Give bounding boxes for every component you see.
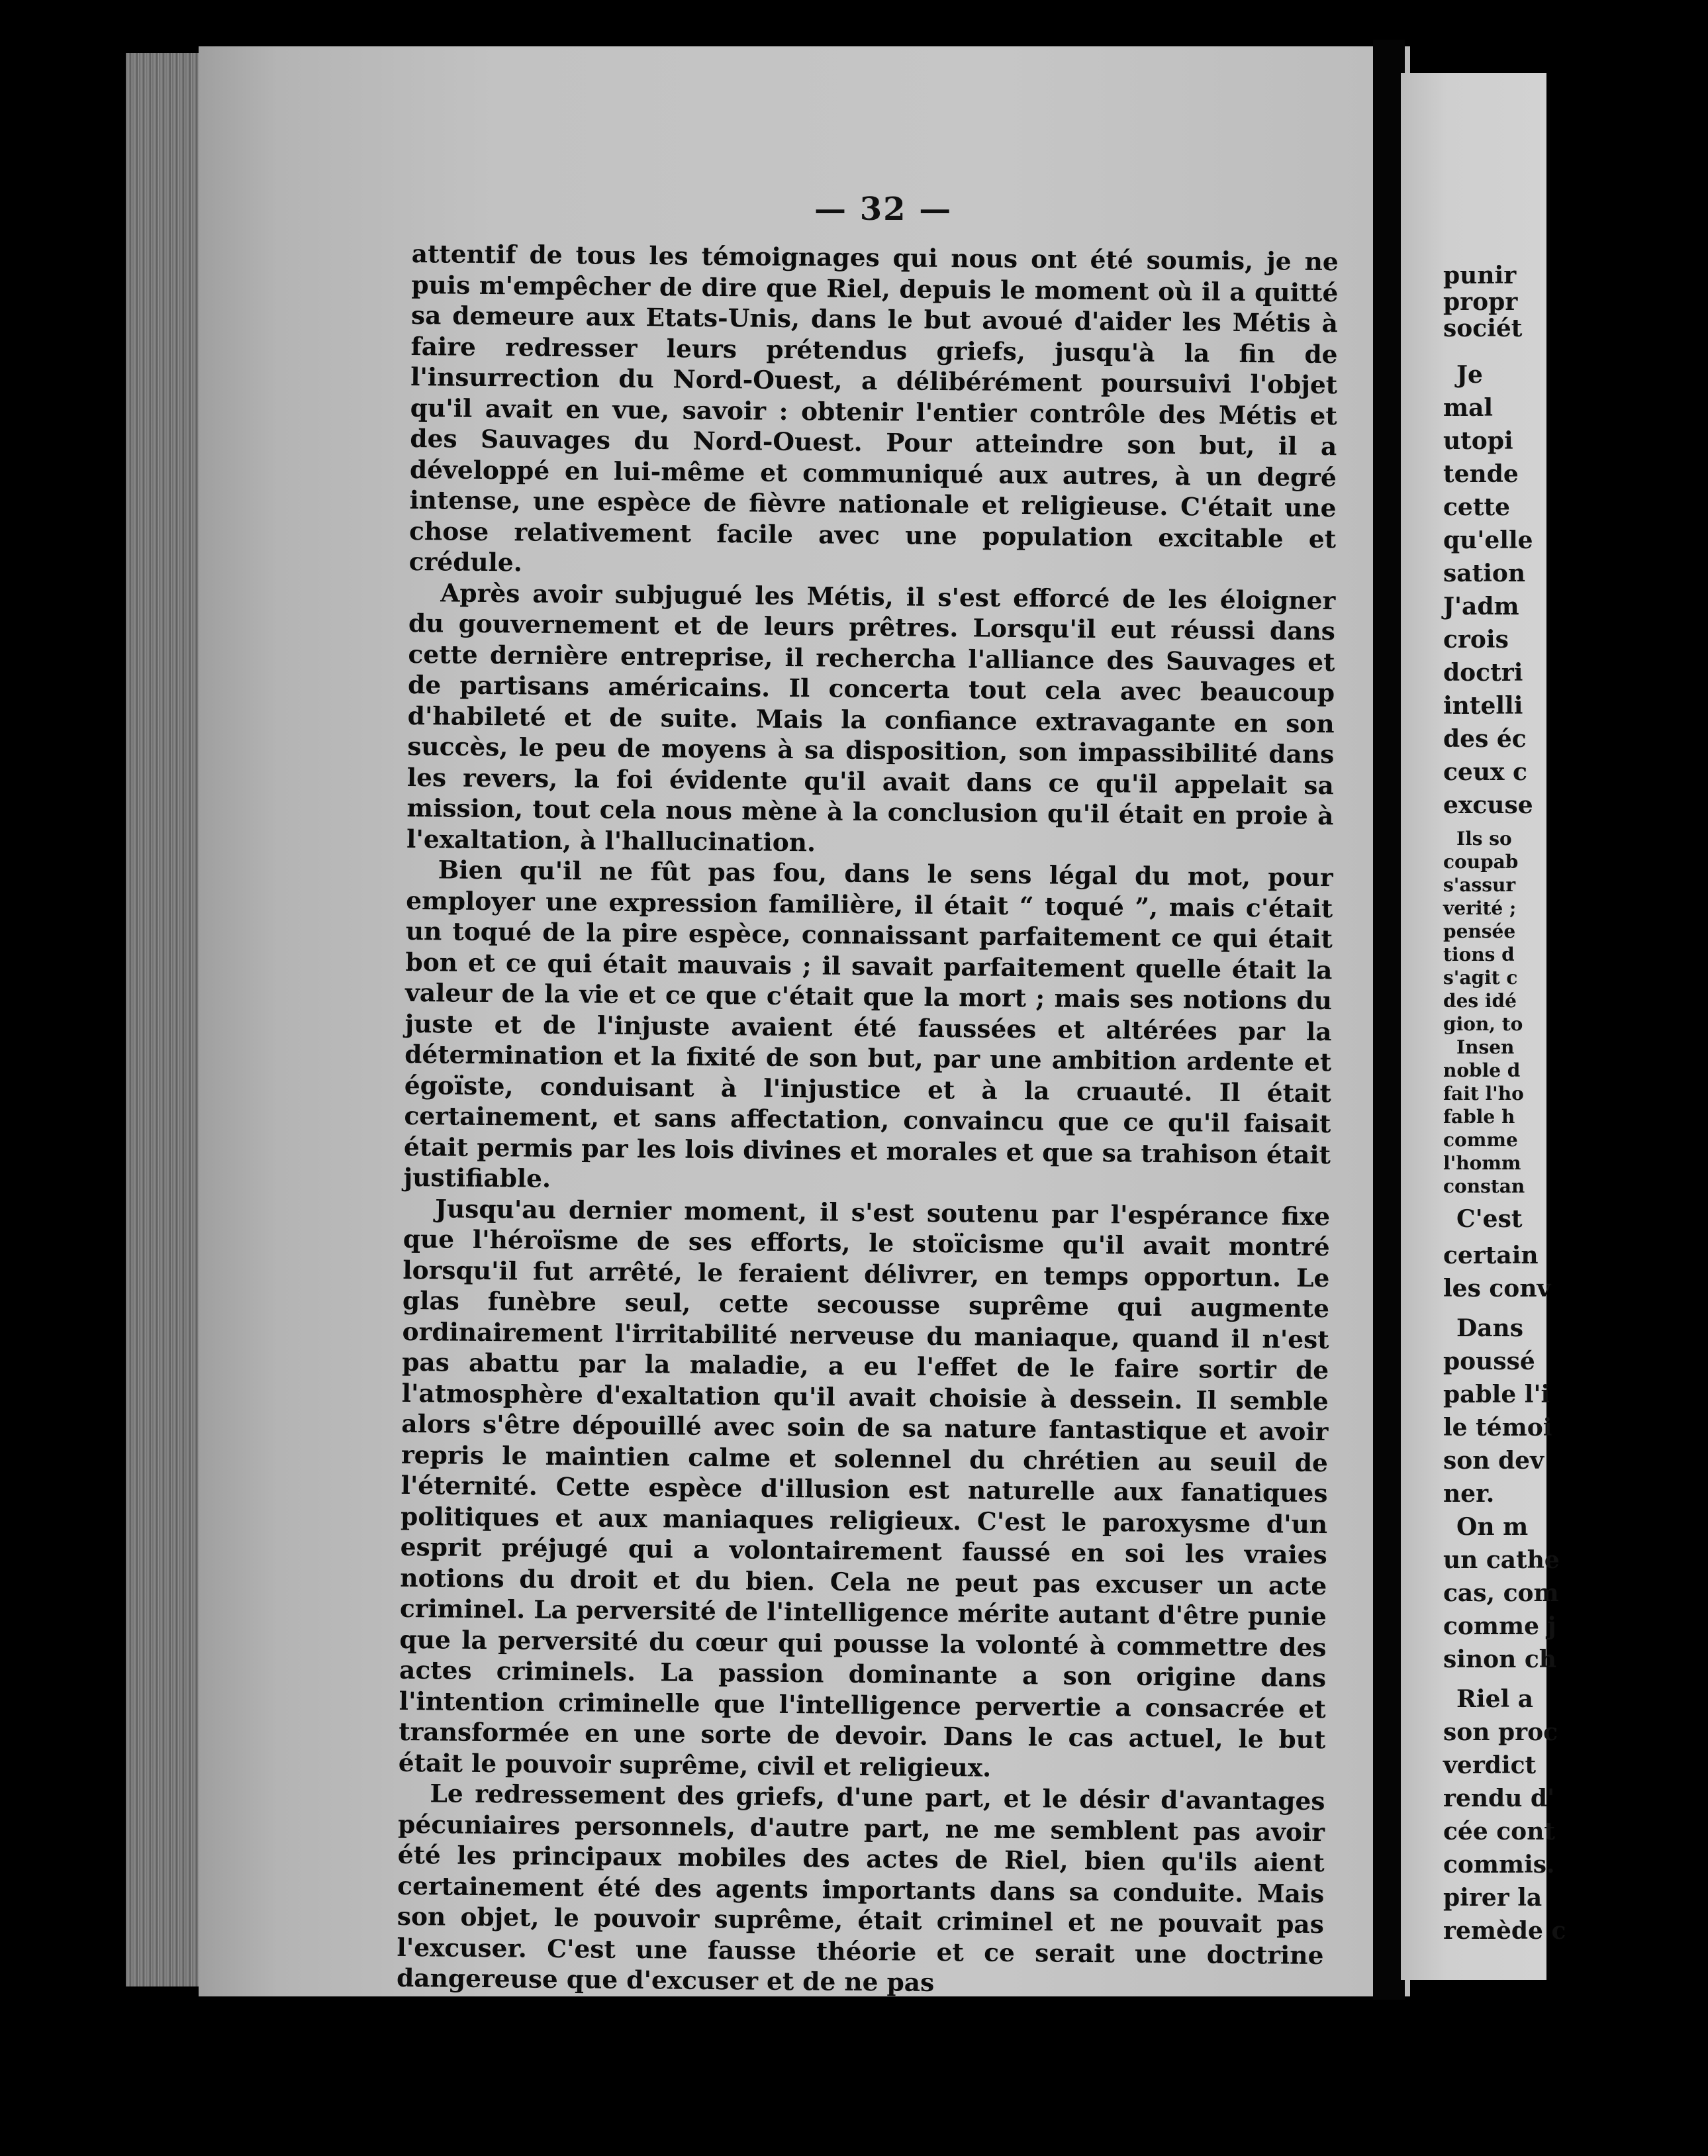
facing-page-line: verité ; xyxy=(1443,897,1517,919)
facing-page-line: Je xyxy=(1456,361,1483,389)
facing-page-line: mal xyxy=(1443,394,1494,422)
paragraph: Jusqu'au dernier moment, il s'est soutenu par l'espérance fixe que l'héroïsme de ses efforts, le stoïcisme qu'il avait montré lorsqu'il fut arrêté, le feraient délivrer, en temps opportun. Le glas funèbre seul, cette secousse suprême qui augmente ordinairement l'irritabilité nerveuse du maniaque, quand il n'est pas abattu par la maladie, a eu l'effet de le faire sortir de l'atmosphère d'exaltation qu'il avait choisie à dessein. Il semble alors s'être dépouillé avec soin de sa nature fantastique et avoir repris le maintien calme et solennel du chrétien au seuil de l'éternité. Cette espèce d'illusion est naturelle aux fanatiques politiques et aux maniaques religieux. C'est le paroxysme d'un esprit préjugé qui a volontairement faussé en soi les vraies notions du droit et du bien. Cela ne peut pas excuser un acte criminel. La perversité de l'intelligence mérite autant d'être punie que la perversité du cœur qui pousse la volonté à commettre des actes criminels. La passion dominante a son origine dans l'intention criminelle que l'intelligence pervertie a consacrée et transformée en une sorte de devoir. Dans le cas actuel, le but était le pouvoir suprême, civil et religieux. xyxy=(398,1193,1331,1783)
paragraph: attentif de tous les témoignages qui nous ont été soumis, je ne puis m'empêcher de dire que Riel, depuis le moment où il a quitté sa demeure aux Etats-Unis, dans le but avoué d'aider les Métis à faire redresser leurs prétendus griefs, jusqu'à la fin de l'insurrection du Nord-Ouest, a délibérément poursuivi l'objet qu'il avait en vue, savoir : obtenir l'entier contrôle des Métis et des Sauvages du Nord-Ouest. Pour atteindre son but, il a développé en lui-même et communiqué aux autres, à un degré intense, une espèce de fièvre nationale et religieuse. C'était une chose relativement facile avec une population excitable et crédule. xyxy=(408,238,1339,577)
facing-page-line: certain xyxy=(1443,1242,1539,1269)
facing-page-line: ner. xyxy=(1443,1480,1495,1508)
facing-page-line: pirer la xyxy=(1443,1884,1542,1912)
facing-page-line: son dev xyxy=(1443,1447,1544,1475)
facing-page-line: ceux c xyxy=(1443,758,1527,786)
facing-page-line: poussé xyxy=(1443,1348,1535,1375)
facing-page-line: noble d xyxy=(1443,1059,1521,1081)
page-gutter xyxy=(1373,40,1405,2000)
facing-page-line: commis. xyxy=(1443,1851,1555,1879)
facing-page-line: sinon ch xyxy=(1443,1645,1556,1673)
facing-page-line: remède c xyxy=(1443,1917,1566,1945)
facing-page-line: excuse xyxy=(1443,791,1533,819)
facing-page-line: verdict xyxy=(1443,1751,1537,1779)
facing-page-line: s'assur xyxy=(1443,874,1516,896)
facing-page-line: sociét xyxy=(1443,315,1523,342)
facing-page-line: tende xyxy=(1443,460,1519,488)
facing-page-line: C'est xyxy=(1456,1205,1523,1233)
facing-page-line: qu'elle xyxy=(1443,526,1533,554)
facing-page-line: cas, com xyxy=(1443,1579,1559,1607)
facing-page-line: tions d xyxy=(1443,944,1515,965)
facing-page-line: fait l'ho xyxy=(1443,1083,1524,1104)
facing-page-line: Dans xyxy=(1456,1314,1523,1342)
facing-page-line: des éc xyxy=(1443,725,1527,753)
facing-page-line: les conv xyxy=(1443,1275,1551,1302)
facing-page-line: pable l'i xyxy=(1443,1381,1550,1408)
facing-page-line: utopi xyxy=(1443,427,1513,455)
facing-page-line: s'agit c xyxy=(1443,967,1518,989)
facing-page-line: l'homm xyxy=(1443,1152,1521,1174)
facing-page-line: un cathe xyxy=(1443,1546,1560,1574)
facing-page-line: J'adm xyxy=(1443,593,1519,620)
facing-page-line: Insen xyxy=(1456,1036,1515,1058)
facing-page-line: On m xyxy=(1456,1513,1529,1541)
facing-page-line: gion, to xyxy=(1443,1013,1523,1035)
facing-page-line: propr xyxy=(1443,288,1518,316)
facing-page-line: fable h xyxy=(1443,1106,1515,1128)
paragraph: Le redressement des griefs, d'une part, et le désir d'avantages pécuniaires personnels, d'autre part, ne me semblent pas avoir été les principaux mobiles des actes de Riel, bien qu'ils aient certainement été des agents importants dans sa conduite. Mais son objet, le pouvoir suprême, était criminel et ne pouvait pas l'excuser. C'est une fausse théorie et ce serait une doctrine dangereuse que d'excuser et de ne pas xyxy=(396,1779,1325,1997)
facing-page-line: sation xyxy=(1443,560,1526,587)
facing-page-line: cée cont xyxy=(1443,1818,1555,1845)
paragraph: Bien qu'il ne fût pas fou, dans le sens légal du mot, pour employer une expression familière, il était “ toqué ”, mais c'était un toqué de la pire espèce, connaissant parfaitement ce qui était bon et ce qui était mauvais ; il savait parfaitement quelle était la valeur de la vie et ce que c'était que la mort ; mais ses notions du juste et de l'injuste avaient été faussées et altérées par la détermination et la fixité de son but, par une ambition ardente et égoïste, conduisant à l'injustice et à la cruauté. Il était certainement, et sans affectation, convaincu que ce qu'il faisait était permis par les lois divines et morales et que sa trahison était justifiable. xyxy=(403,855,1333,1193)
facing-page-line: coupab xyxy=(1443,851,1519,873)
facing-page-line: Ils so xyxy=(1456,828,1512,850)
facing-page-line: crois xyxy=(1443,626,1509,654)
body-text xyxy=(397,238,1339,2002)
facing-page-line: Riel a xyxy=(1456,1685,1534,1713)
page-number: — 32 — xyxy=(814,191,953,228)
facing-page-line: comme xyxy=(1443,1129,1518,1151)
facing-page-line: son proc xyxy=(1443,1718,1558,1746)
facing-page-line: rendu d' xyxy=(1443,1785,1555,1812)
facing-page-line: comme j xyxy=(1443,1612,1556,1640)
facing-page-line: pensée xyxy=(1443,920,1516,942)
facing-page-line: le témoi xyxy=(1443,1414,1552,1442)
facing-page-line: intelli xyxy=(1443,692,1523,720)
facing-page-line: des idé xyxy=(1443,990,1517,1012)
facing-page-line: punir xyxy=(1443,262,1517,289)
facing-page-line: constan xyxy=(1443,1175,1525,1197)
facing-page-line: doctri xyxy=(1443,659,1523,687)
facing-page-line: cette xyxy=(1443,493,1510,521)
paragraph: Après avoir subjugué les Métis, il s'est efforcé de les éloigner du gouvernement et de leurs prêtres. Lorsqu'il eut réussi dans cette dernière entreprise, il rechercha l'alliance des Sauvages et de partisans américains. Il concerta tout cela avec beaucoup d'habileté et de suite. Mais la confiance extravagante en son succès, le peu de moyens à sa disposition, son impassibilité dans les revers, la foi évidente qu'il avait dans ce qu'il appelait sa mission, tout cela nous mène à la conclusion qu'il était en proie à l'exaltation, à l'hallucination. xyxy=(406,577,1336,857)
